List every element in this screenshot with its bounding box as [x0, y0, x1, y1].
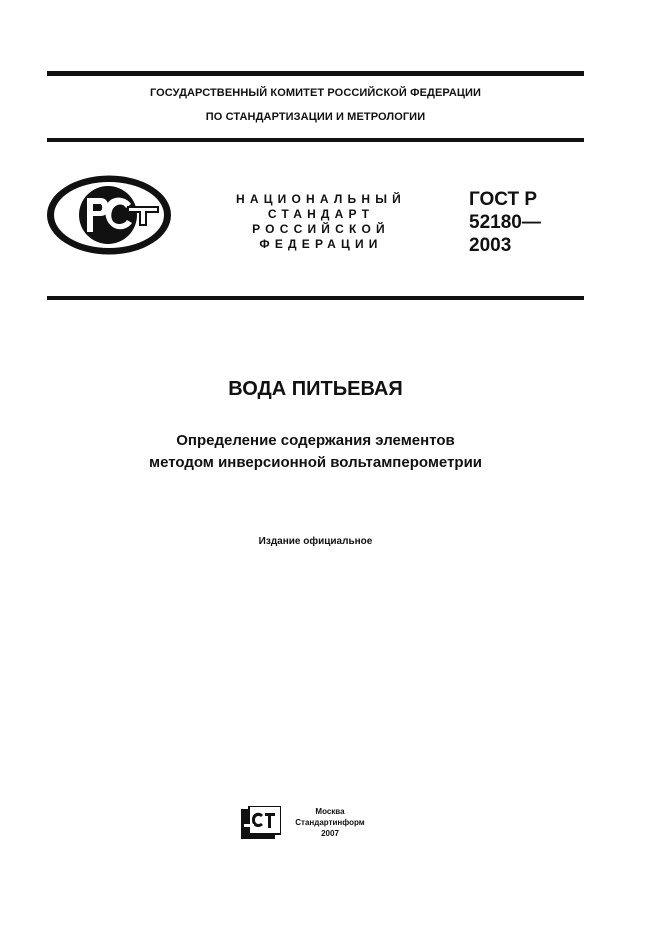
national-standard-caption — [210, 192, 432, 252]
bottom-rule — [47, 296, 584, 300]
standard-code-line-2: 52180— — [469, 212, 541, 233]
document-subtitle — [47, 430, 584, 474]
edition-label: Издание официальное — [258, 536, 373, 547]
standard-code-line-1: ГОСТ Р — [469, 189, 538, 210]
document-subtitle-line-2: методом инверсионной вольтамперометрии — [148, 454, 483, 471]
standard-code-line-3: 2003 — [469, 235, 512, 256]
publisher-year: 2007 — [321, 829, 339, 838]
publisher-name: Стандартинформ — [295, 818, 365, 827]
national-line-3: РОССИЙСКОЙ — [252, 222, 390, 236]
committee-name-line-1: ГОСУДАРСТВЕННЫЙ КОМИТЕТ РОССИЙСКОЙ ФЕДЕРАЦИИ — [149, 87, 482, 99]
document-subtitle-line-1: Определение содержания элементов — [176, 432, 455, 449]
publisher-city: Москва — [315, 807, 345, 816]
national-line-4: ФЕДЕРАЦИИ — [259, 237, 383, 251]
standard-code — [469, 188, 541, 257]
committee-name-line-2: ПО СТАНДАРТИЗАЦИИ И МЕТРОЛОГИИ — [205, 111, 426, 123]
national-line-1: НАЦИОНАЛЬНЫЙ — [235, 192, 407, 206]
publisher-imprint — [288, 806, 372, 839]
document-title: ВОДА ПИТЬЕВАЯ — [228, 378, 403, 400]
top-rule — [47, 71, 584, 76]
middle-rule — [47, 138, 584, 142]
gost-r-logo-icon — [45, 174, 173, 256]
standartinform-logo-icon — [241, 806, 281, 840]
national-line-2: СТАНДАРТ — [267, 207, 375, 221]
